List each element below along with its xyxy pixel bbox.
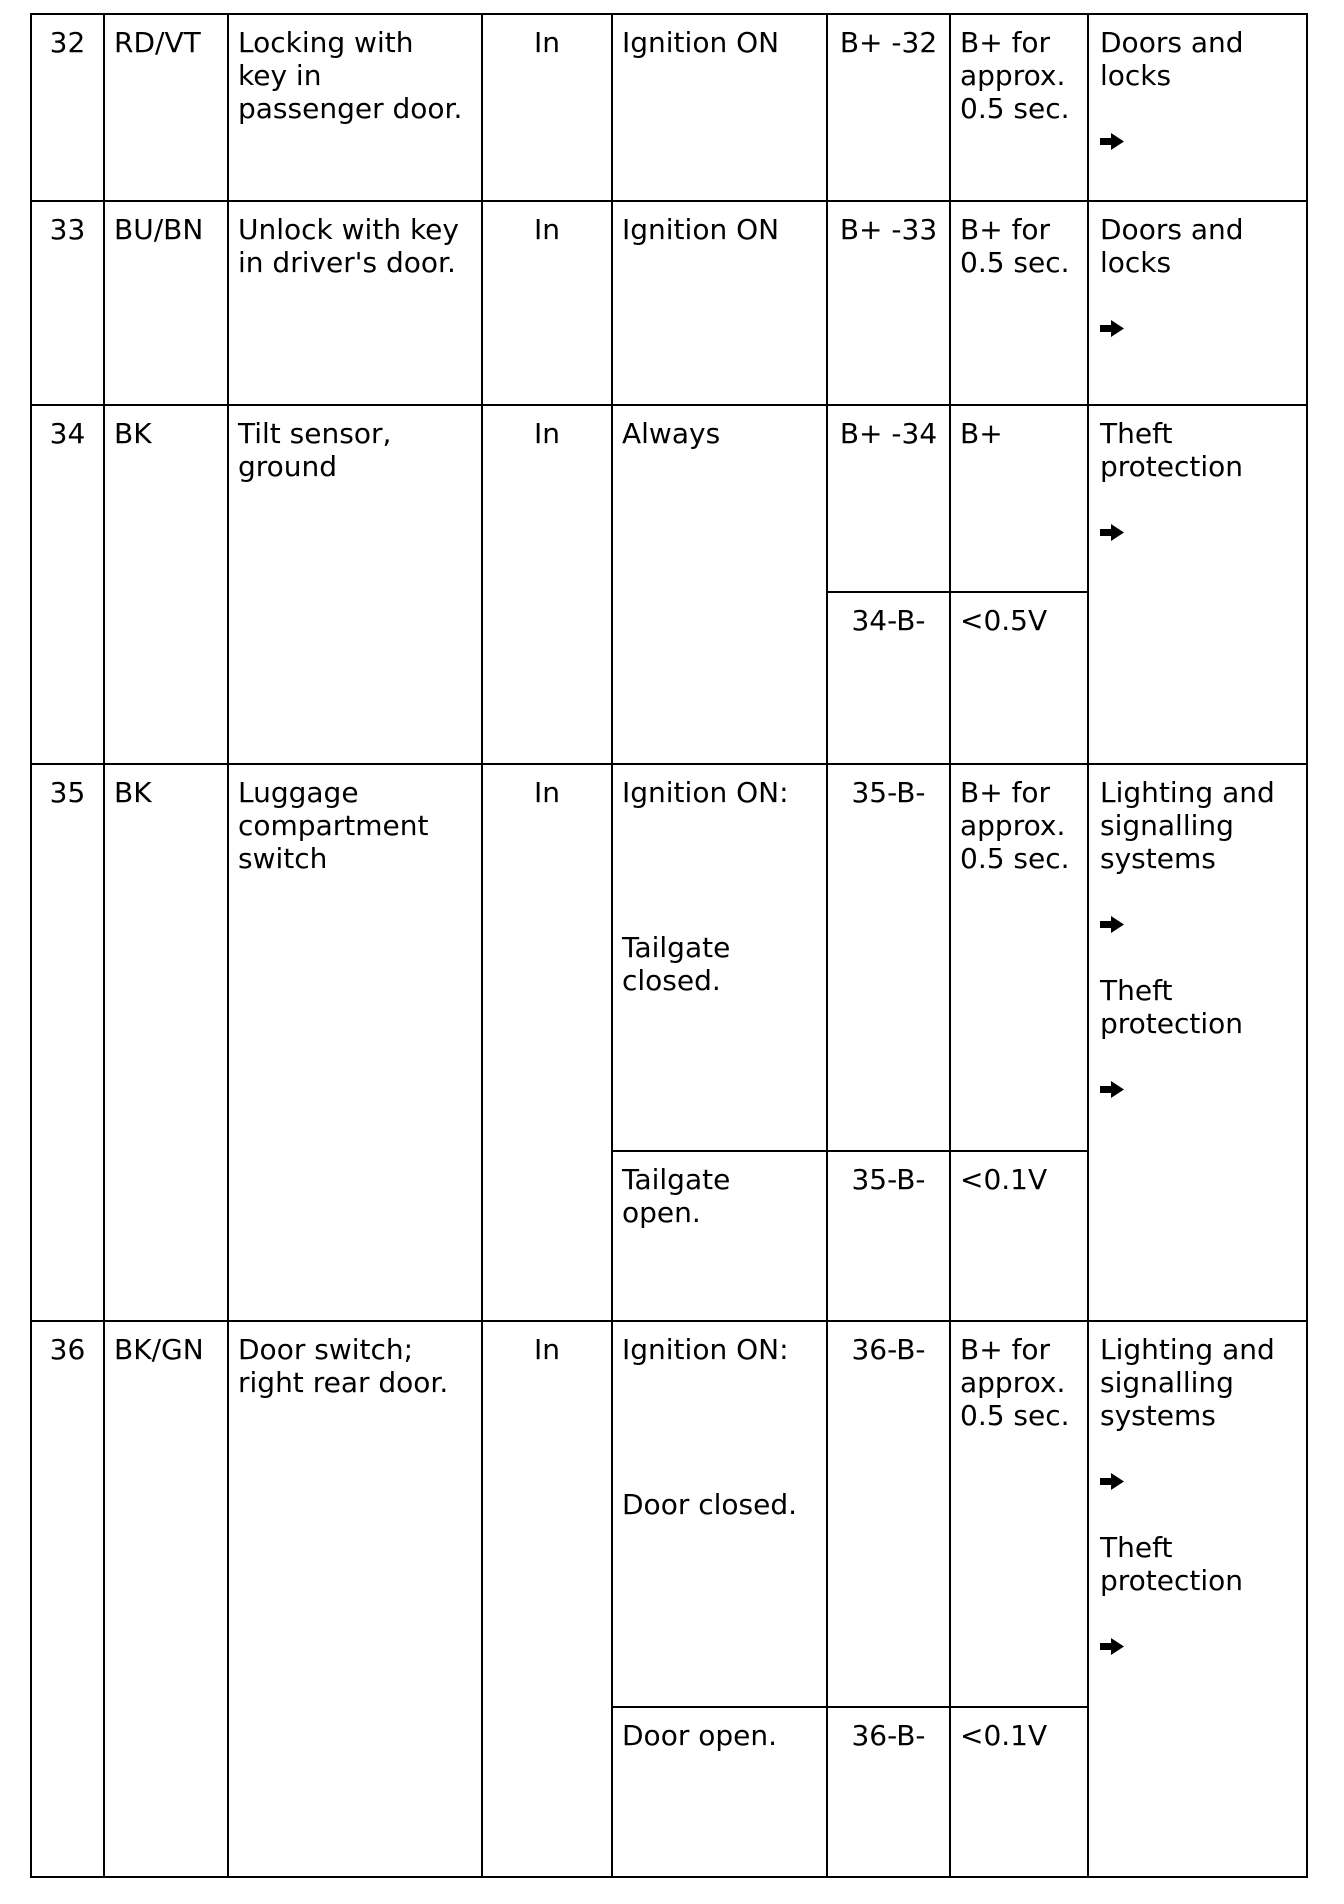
test-condition: Ignition ON: [613, 202, 828, 406]
arrow-right-icon[interactable]: [1100, 1465, 1124, 1498]
test-condition: Ignition ON: [613, 15, 828, 202]
test-condition: Door open.: [613, 1708, 828, 1878]
arrow-right-icon-shape[interactable]: [1100, 1473, 1124, 1490]
signal-direction: In: [483, 765, 613, 1322]
nominal-value: <0.1V: [951, 1708, 1089, 1878]
pin-description: Locking with key in passenger door.: [229, 15, 483, 202]
nominal-value: <0.5V: [951, 593, 1089, 765]
signal-direction: In: [483, 1322, 613, 1878]
nominal-value: <0.1V: [951, 1152, 1089, 1322]
nominal-value: B+ for approx. 0.5 sec.: [951, 1322, 1089, 1708]
arrow-right-icon-shape[interactable]: [1100, 524, 1124, 541]
nominal-value: B+ for approx. 0.5 sec.: [951, 765, 1089, 1152]
reference-entry: [1100, 1333, 1304, 1498]
pin-number: 36: [32, 1322, 105, 1878]
signal-direction: In: [483, 202, 613, 406]
arrow-right-icon[interactable]: [1100, 908, 1124, 941]
signal-direction: In: [483, 406, 613, 765]
test-condition-detail: Tailgate closed.: [622, 931, 731, 997]
test-condition-detail: Door closed.: [622, 1488, 798, 1521]
test-condition: Ignition ON:: [622, 776, 789, 809]
reference-label: Lighting and signalling systems: [1100, 1333, 1275, 1432]
reference-cell: [1089, 406, 1308, 765]
pin-description: Unlock with key in driver's door.: [229, 202, 483, 406]
reference-cell: [1089, 15, 1308, 202]
arrow-right-icon[interactable]: [1100, 516, 1124, 549]
pin-number: 33: [32, 202, 105, 406]
wire-color: BK: [105, 765, 229, 1322]
reference-entry: [1100, 213, 1304, 345]
reference-cell: [1089, 202, 1308, 406]
arrow-right-icon-shape[interactable]: [1100, 1081, 1124, 1098]
arrow-right-icon-shape[interactable]: [1100, 916, 1124, 933]
test-condition: Tailgate open.: [613, 1152, 828, 1322]
pin-number: 32: [32, 15, 105, 202]
pin-description: Luggage compartment switch: [229, 765, 483, 1322]
pin-description: Tilt sensor, ground: [229, 406, 483, 765]
wire-color: BK/GN: [105, 1322, 229, 1878]
measuring-point: B+ -34: [828, 406, 951, 593]
reference-label: Theft protection: [1100, 417, 1244, 483]
test-condition-cell: [613, 765, 828, 1152]
reference-cell: [1089, 1322, 1308, 1878]
arrow-right-icon[interactable]: [1100, 1630, 1124, 1663]
reference-entry: [1100, 974, 1304, 1106]
pin-number: 34: [32, 406, 105, 765]
reference-label: Doors and locks: [1100, 26, 1244, 92]
reference-entry: [1100, 417, 1304, 549]
reference-cell: [1089, 765, 1308, 1322]
nominal-value: B+ for approx. 0.5 sec.: [951, 15, 1089, 202]
test-condition: Ignition ON:: [622, 1333, 789, 1366]
measuring-point: 36-B-: [828, 1708, 951, 1878]
arrow-right-icon-shape[interactable]: [1100, 133, 1124, 150]
measuring-point: 35-B-: [828, 1152, 951, 1322]
wire-color: BK: [105, 406, 229, 765]
reference-label: Lighting and signalling systems: [1100, 776, 1275, 875]
wire-color: BU/BN: [105, 202, 229, 406]
arrow-right-icon-shape[interactable]: [1100, 1638, 1124, 1655]
measuring-point: B+ -32: [828, 15, 951, 202]
reference-label: Theft protection: [1100, 974, 1244, 1040]
signal-direction: In: [483, 15, 613, 202]
pin-assignment-table: [30, 13, 1308, 1878]
measuring-point: 36-B-: [828, 1322, 951, 1708]
reference-entry: [1100, 26, 1304, 158]
nominal-value: B+: [951, 406, 1089, 593]
measuring-point: B+ -33: [828, 202, 951, 406]
reference-label: Doors and locks: [1100, 213, 1244, 279]
arrow-right-icon[interactable]: [1100, 1073, 1124, 1106]
arrow-right-icon[interactable]: [1100, 125, 1124, 158]
nominal-value: B+ for 0.5 sec.: [951, 202, 1089, 406]
reference-entry: [1100, 776, 1304, 941]
arrow-right-icon[interactable]: [1100, 312, 1124, 345]
test-condition: Always: [613, 406, 828, 765]
test-condition-cell: [613, 1322, 828, 1708]
measuring-point: 35-B-: [828, 765, 951, 1152]
wire-color: RD/VT: [105, 15, 229, 202]
arrow-right-icon-shape[interactable]: [1100, 320, 1124, 337]
pin-number: 35: [32, 765, 105, 1322]
pin-description: Door switch; right rear door.: [229, 1322, 483, 1878]
reference-label: Theft protection: [1100, 1531, 1244, 1597]
measuring-point: 34-B-: [828, 593, 951, 765]
reference-entry: [1100, 1531, 1304, 1663]
